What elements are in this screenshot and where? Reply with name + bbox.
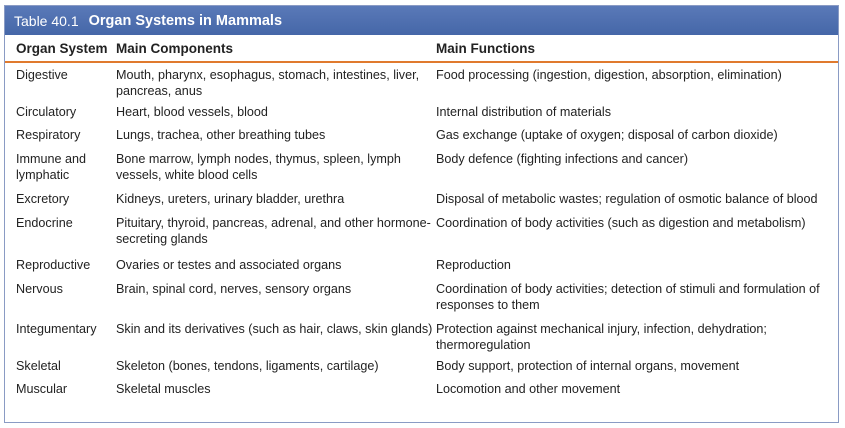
header-organ-system: Organ System: [16, 40, 108, 56]
cell-main-functions: Body defence (fighting infections and cancer): [436, 152, 689, 166]
table-body: [5, 63, 838, 405]
cell-main-components: Mouth, pharynx, esophagus, stomach, intestines, liver, pancreas, anus: [116, 68, 420, 99]
table-row: [5, 151, 838, 191]
cell-main-components: Ovaries or testes and associated organs: [116, 258, 342, 272]
table-row: [5, 358, 838, 381]
cell-main-components: Skin and its derivatives (such as hair, claws, skin glands): [116, 322, 433, 336]
cell-main-functions: Coordination of body activities (such as digestion and metabolism): [436, 216, 806, 230]
cell-main-functions: Protection against mechanical injury, infection, dehydration; thermoregulation: [436, 322, 767, 353]
table-number: Table 40.1: [14, 12, 79, 29]
cell-organ-system: Excretory: [16, 192, 70, 206]
table-row: [5, 381, 838, 405]
cell-organ-system: Reproductive: [16, 258, 91, 272]
cell-main-components: Heart, blood vessels, blood: [116, 105, 268, 119]
cell-main-functions: Gas exchange (uptake of oxygen; disposal of carbon dioxide): [436, 128, 778, 142]
cell-main-components: Pituitary, thyroid, pancreas, adrenal, and other hormone-secreting glands: [116, 216, 431, 247]
cell-main-functions: Coordination of body activities; detection of stimuli and formulation of responses to them: [436, 282, 820, 313]
cell-main-components: Skeletal muscles: [116, 382, 211, 396]
cell-organ-system: Circulatory: [16, 105, 77, 119]
cell-main-functions: Disposal of metabolic wastes; regulation of osmotic balance of blood: [436, 192, 818, 206]
cell-main-functions: Reproduction: [436, 258, 511, 272]
header-main-functions: Main Functions: [436, 40, 535, 56]
cell-main-components: Brain, spinal cord, nerves, sensory organs: [116, 282, 352, 296]
table-header-row: [5, 35, 838, 63]
cell-main-components: Lungs, trachea, other breathing tubes: [116, 128, 326, 142]
table-row: [5, 67, 838, 104]
cell-main-components: Bone marrow, lymph nodes, thymus, spleen, lymph vessels, white blood cells: [116, 152, 401, 183]
cell-main-functions: Internal distribution of materials: [436, 105, 611, 119]
cell-organ-system: Nervous: [16, 282, 63, 296]
table-title-bar: [5, 6, 838, 35]
header-main-components: Main Components: [116, 40, 233, 56]
table-row: [5, 104, 838, 127]
cell-organ-system: Muscular: [16, 382, 68, 396]
cell-main-functions: Food processing (ingestion, digestion, absorption, elimination): [436, 68, 782, 82]
cell-main-components: Skeleton (bones, tendons, ligaments, cartilage): [116, 359, 379, 373]
table-title: Organ Systems in Mammals: [88, 12, 283, 29]
cell-main-components: Kidneys, ureters, urinary bladder, urethra: [116, 192, 345, 206]
table-row: [5, 321, 838, 358]
organ-systems-table: [4, 5, 839, 423]
cell-organ-system: Immune and lymphatic: [16, 152, 87, 183]
cell-organ-system: Skeletal: [16, 359, 61, 373]
cell-organ-system: Respiratory: [16, 128, 81, 142]
table-row: [5, 281, 838, 321]
cell-main-functions: Body support, protection of internal organs, movement: [436, 359, 740, 373]
table-row: [5, 215, 838, 257]
table-row: [5, 191, 838, 215]
cell-main-functions: Locomotion and other movement: [436, 382, 621, 396]
table-row: [5, 257, 838, 281]
cell-organ-system: Digestive: [16, 68, 68, 82]
cell-organ-system: Endocrine: [16, 216, 73, 230]
table-row: [5, 127, 838, 151]
cell-organ-system: Integumentary: [16, 322, 97, 336]
